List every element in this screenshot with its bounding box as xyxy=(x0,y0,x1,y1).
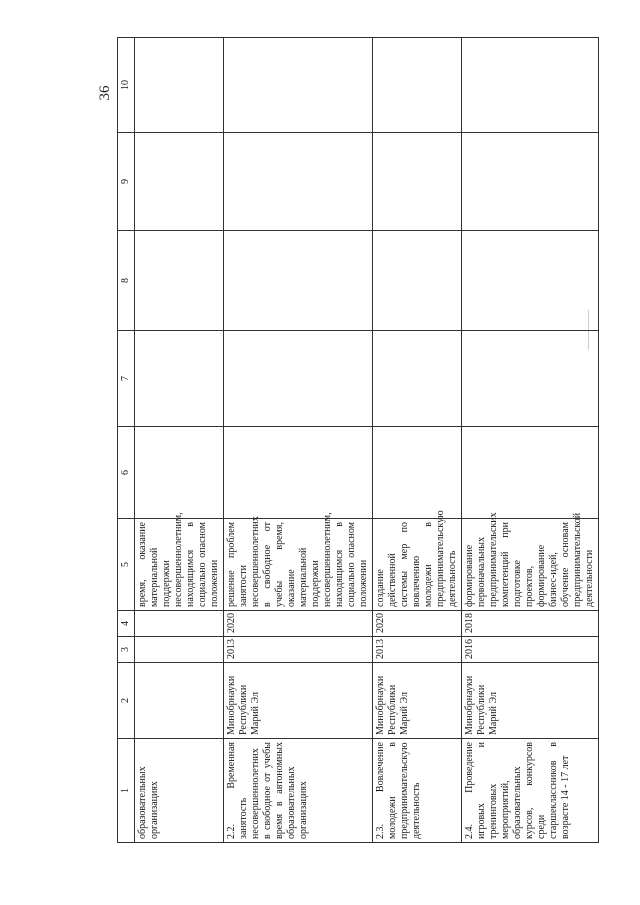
cell-empty xyxy=(224,331,373,427)
table-row xyxy=(224,38,373,843)
cell-end-year: 2020 xyxy=(224,611,373,637)
cell-result: создание действенной системы мер по вовлечению молодежи в предпринимательскую деятельность xyxy=(373,519,462,611)
cell-empty xyxy=(224,231,373,331)
cell-empty xyxy=(135,231,224,331)
cell-end-year: 2020 xyxy=(373,611,462,637)
cell-executor: Минобрнауки Республики Марий Эл xyxy=(462,663,599,739)
table-row xyxy=(135,38,224,843)
cell-executor xyxy=(135,663,224,739)
cell-empty xyxy=(135,331,224,427)
cell-empty xyxy=(373,231,462,331)
column-number-row xyxy=(118,38,135,843)
rotated-table-container xyxy=(117,38,595,843)
table-row xyxy=(373,38,462,843)
col-header-2: 2 xyxy=(118,663,135,739)
table-frame xyxy=(117,38,595,843)
cell-empty xyxy=(373,133,462,231)
cell-start-year: 2013 xyxy=(373,637,462,663)
cell-measure: 2.4. Проведение игровых и тренинговых мероприятий, образовательных курсов, конкурсов среди старшеклассников в возрасте 14 - 17 лет xyxy=(462,739,599,843)
cell-executor: Минобрнауки Республики Марий Эл xyxy=(224,663,373,739)
col-header-6: 6 xyxy=(118,427,135,519)
cell-empty xyxy=(224,38,373,133)
col-header-3: 3 xyxy=(118,637,135,663)
cell-empty xyxy=(135,133,224,231)
cell-measure: 2.2. Временная занятость несовершеннолетних в свободное от учебы время в автономных образовательных организациях xyxy=(224,739,373,843)
col-header-7: 7 xyxy=(118,331,135,427)
cell-empty xyxy=(373,38,462,133)
program-table xyxy=(117,37,599,843)
cell-empty xyxy=(373,427,462,519)
cell-start-year: 2013 xyxy=(224,637,373,663)
col-header-9: 9 xyxy=(118,133,135,231)
cell-empty xyxy=(224,427,373,519)
cell-empty xyxy=(135,427,224,519)
cell-empty xyxy=(135,38,224,133)
cell-executor: Минобрнауки Республики Марий Эл xyxy=(373,663,462,739)
cell-end-year: 2018 xyxy=(462,611,599,637)
cell-empty xyxy=(224,133,373,231)
cell-empty xyxy=(462,38,599,133)
cell-start-year: 2016 xyxy=(462,637,599,663)
col-header-5: 5 xyxy=(118,519,135,611)
cell-measure: образовательных организациях xyxy=(135,739,224,843)
col-header-1: 1 xyxy=(118,739,135,843)
col-header-10: 10 xyxy=(118,38,135,133)
col-header-8: 8 xyxy=(118,231,135,331)
page-number: 36 xyxy=(96,85,113,101)
table-row xyxy=(462,38,599,843)
cell-end-year xyxy=(135,611,224,637)
cell-start-year xyxy=(135,637,224,663)
cell-empty xyxy=(462,331,599,427)
col-header-4: 4 xyxy=(118,611,135,637)
cell-empty xyxy=(462,133,599,231)
cell-result: время, оказание материальной поддержки несовершеннолетним, находящимся в социально опасном положении xyxy=(135,519,224,611)
cell-empty xyxy=(462,427,599,519)
cell-empty xyxy=(373,331,462,427)
cell-empty xyxy=(462,231,599,331)
cell-result: формирование первоначальных предпринимательских компетенций при подготовке проектов, формирование бизнес-идей, обучение основам предпринимательской деятельности xyxy=(462,519,599,611)
cell-measure: 2.3. Вовлечение молодежи в предпринимательскую деятельность xyxy=(373,739,462,843)
cell-result: решение проблем занятости несовершеннолетних в свободное от учебы время, оказание материальной поддержки несовершеннолетним, находящимся в социально опасном положении xyxy=(224,519,373,611)
